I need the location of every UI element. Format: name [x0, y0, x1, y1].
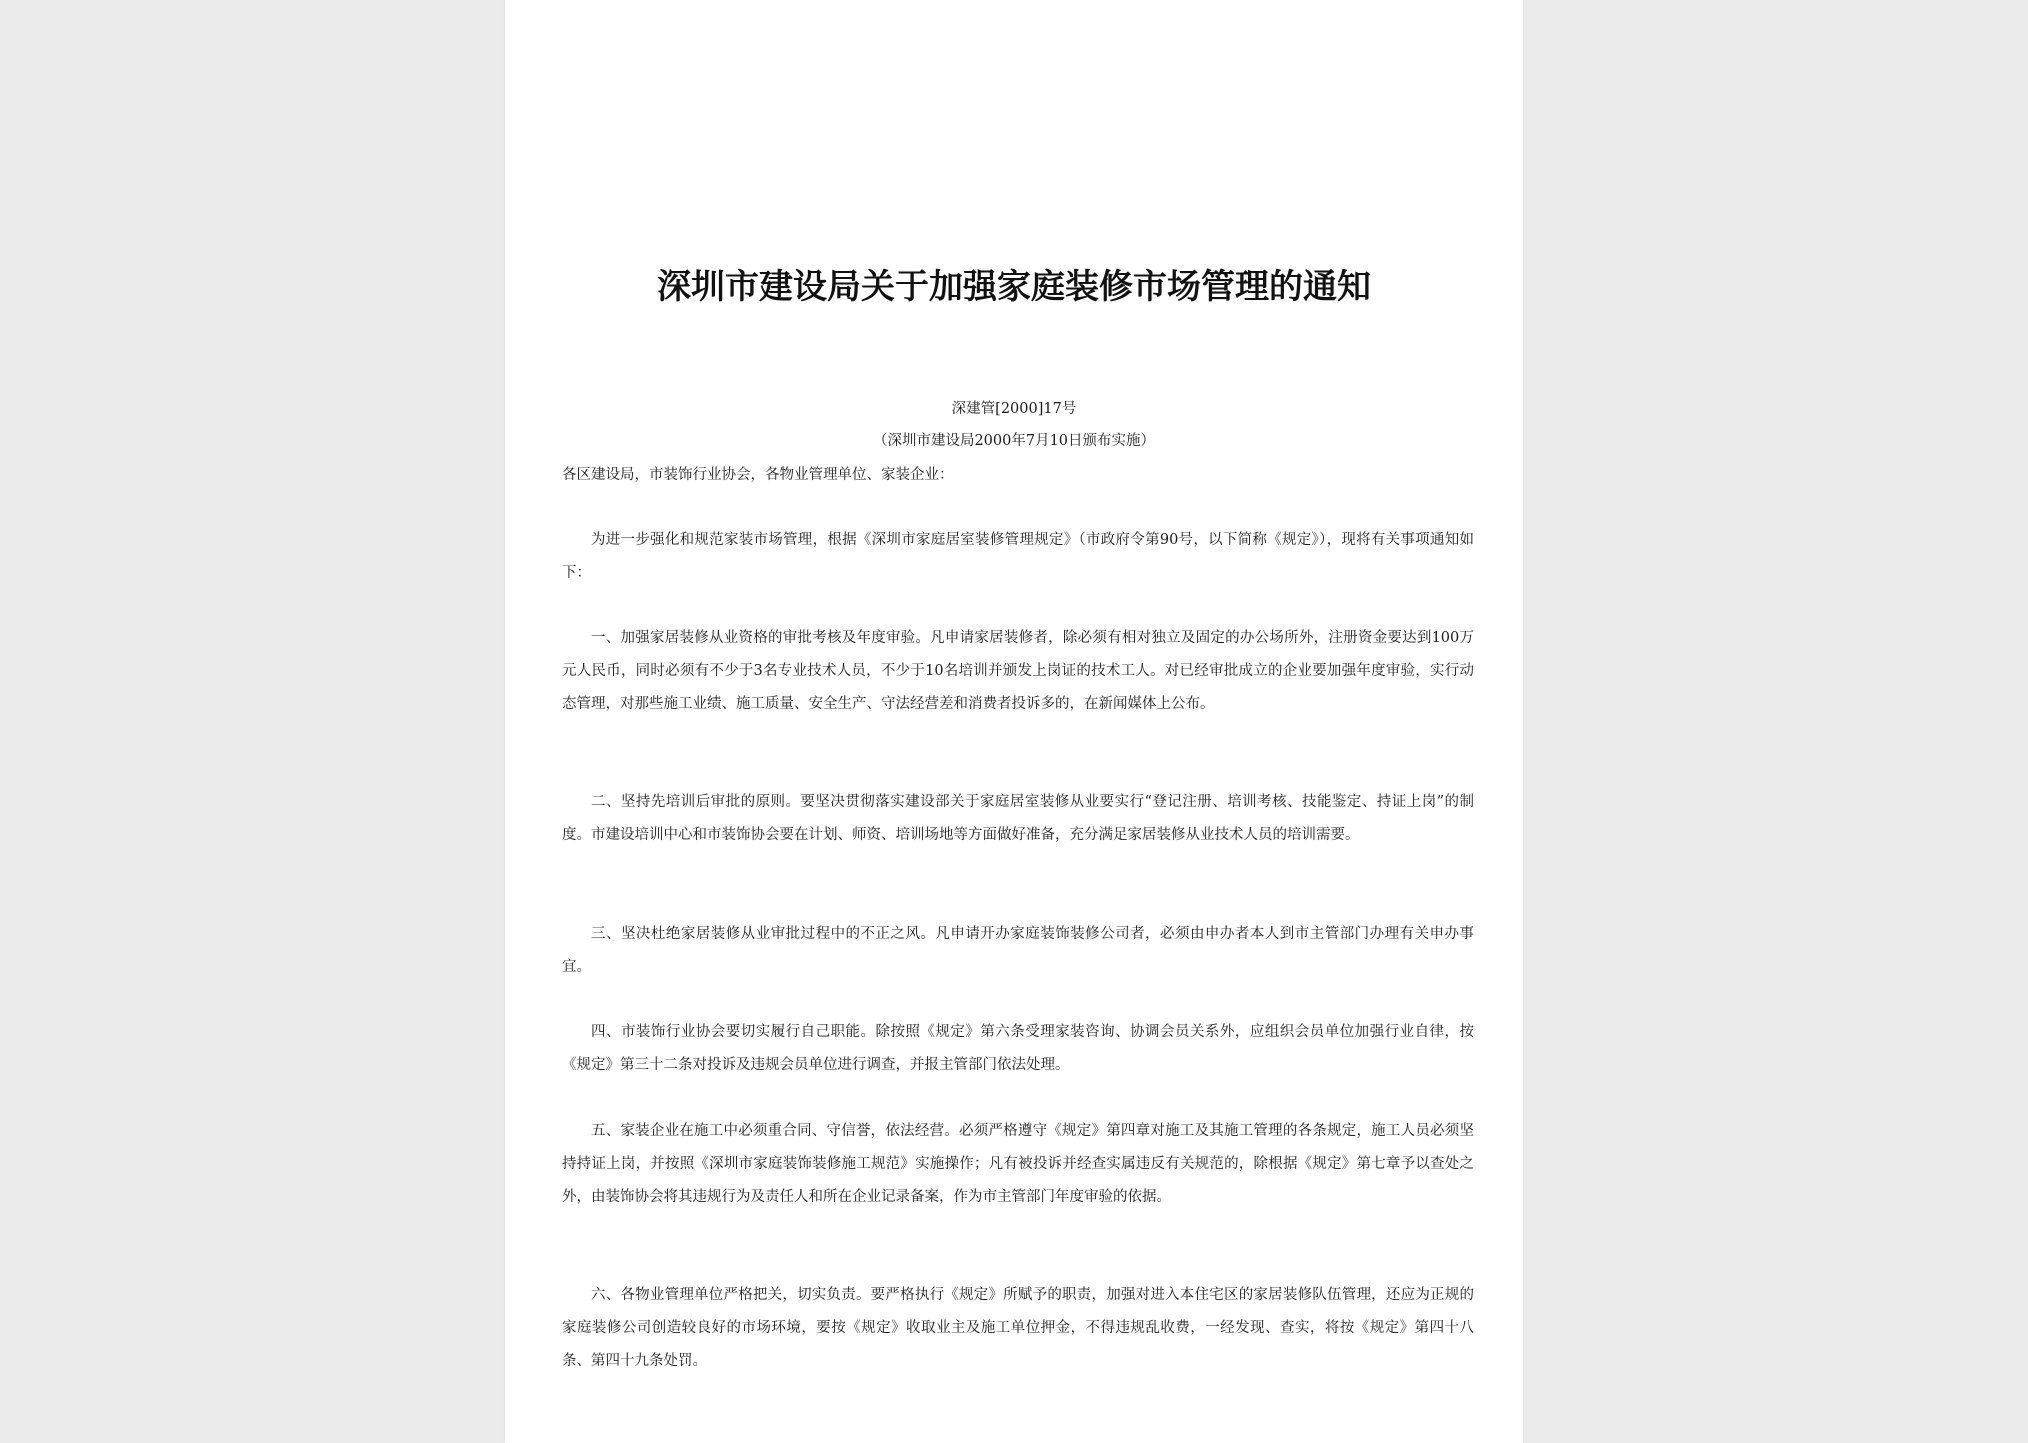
document-page: [505, 0, 1523, 1443]
issued-note: （深圳市建设局2000年7月10日颁布实施）: [872, 433, 1156, 449]
paragraph-item-1: 一、加强家居装修从业资格的审批考核及年度审验。凡申请家居装修者，除必须有相对独立及固定的办公场所外，注册资金要达到100万元人民币，同时必须有不少于3名专业技术人员，不少于10名培训并颁发上岗证的技术工人。对已经审批成立的企业要加强年度审验，实行动态管理，对那些施工业绩、施工质量、安全生产、守法经营差和消费者投诉多的，在新闻媒体上公布。: [562, 630, 1474, 712]
paragraph-intro: 为进一步强化和规范家装市场管理，根据《深圳市家庭居室装修管理规定》（市政府令第90号，以下简称《规定》），现将有关事项通知如下：: [562, 532, 1474, 581]
paragraph-item-6: 六、各物业管理单位严格把关，切实负责。要严格执行《规定》所赋予的职责，加强对进入本住宅区的家居装修队伍管理，还应为正规的家庭装修公司创造较良好的市场环境，要按《规定》收取业主及施工单位押金，不得违规乱收费，一经发现、查实，将按《规定》第四十八条、第四十九条处罚。: [562, 1287, 1474, 1369]
document-number: 深建管[2000]17号: [951, 401, 1077, 417]
paragraph-item-5: 五、家装企业在施工中必须重合同、守信誉，依法经营。必须严格遵守《规定》第四章对施工及其施工管理的各条规定，施工人员必须坚持持证上岗，并按照《深圳市家庭装饰装修施工规范》实施操作；凡有被投诉并经查实属违反有关规范的，除根据《规定》第七章予以查处之外，由装饰协会将其违规行为及责任人和所在企业记录备案，作为市主管部门年度审验的依据。: [562, 1123, 1474, 1205]
document-title: 深圳市建设局关于加强家庭装修市场管理的通知: [657, 267, 1371, 307]
paragraph-item-2: 二、坚持先培训后审批的原则。要坚决贯彻落实建设部关于家庭居室装修从业要实行“登记注册、培训考核、技能鉴定、持证上岗”的制度。市建设培训中心和市装饰协会要在计划、师资、培训场地等方面做好准备，充分满足家居装修从业技术人员的培训需要。: [562, 794, 1474, 843]
paragraph-item-3: 三、坚决杜绝家居装修从业审批过程中的不正之风。凡申请开办家庭装饰装修公司者，必须由申办者本人到市主管部门办理有关申办事宜。: [562, 926, 1474, 975]
paragraph-item-4: 四、市装饰行业协会要切实履行自己职能。除按照《规定》第六条受理家装咨询、协调会员关系外，应组织会员单位加强行业自律，按《规定》第三十二条对投诉及违规会员单位进行调查，并报主管部门依法处理。: [562, 1024, 1474, 1073]
addressee-line: 各区建设局，市装饰行业协会，各物业管理单位、家装企业：: [562, 467, 954, 483]
